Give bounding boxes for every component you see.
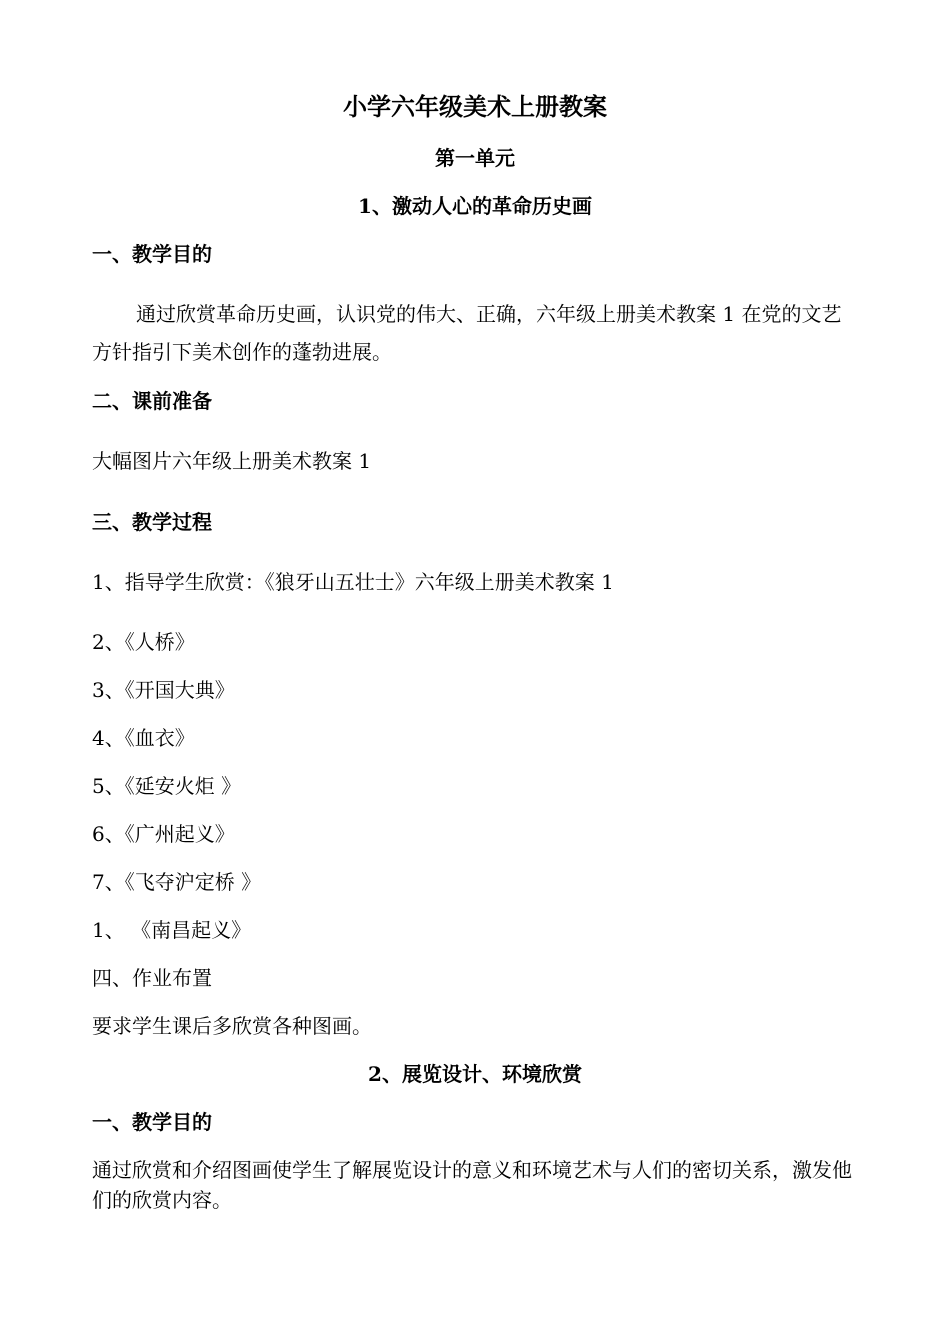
lesson1-section4-title: 四、作业布置 <box>92 966 212 990</box>
document-title: 小学六年级美术上册教案 <box>343 92 607 121</box>
unit-title: 第一单元 <box>435 146 515 170</box>
lesson2-heading: 2、展览设计、环境欣赏 <box>368 1062 582 1086</box>
lesson1-section1-text: 通过欣赏革命历史画，认识党的伟大、正确，六年级上册美术教案 1 在党的文艺方针指引下美术创作的蓬勃进展。 <box>92 302 842 364</box>
lesson2-section1-text: 通过欣赏和介绍图画使学生了解展览设计的意义和环境艺术与人们的密切关系，激发他们的欣赏内容。 <box>92 1158 852 1212</box>
lesson2-section1-title: 一、教学目的 <box>92 1110 212 1134</box>
list-item: 1、 《南昌起义》 <box>92 918 252 942</box>
list-item: 4、《血衣》 <box>92 726 195 750</box>
list-item: 3、《开国大典》 <box>92 678 235 702</box>
list-item: 1、指导学生欣赏：《狼牙山五壮士》六年级上册美术教案 1 <box>92 570 614 594</box>
lesson1-heading: 1、激动人心的革命历史画 <box>358 194 592 218</box>
lesson1-section4-text: 要求学生课后多欣赏各种图画。 <box>92 1014 372 1038</box>
list-item: 5、《延安火炬 》 <box>92 774 242 798</box>
list-item: 7、《飞夺沪定桥 》 <box>92 870 262 894</box>
lesson1-section1-title: 一、教学目的 <box>92 242 212 266</box>
lesson1-section2-title: 二、课前准备 <box>92 389 212 413</box>
list-item: 6、《广州起义》 <box>92 822 235 846</box>
lesson1-section3-title: 三、教学过程 <box>92 510 212 534</box>
list-item: 2、《人桥》 <box>92 630 195 654</box>
lesson1-section2-text: 大幅图片六年级上册美术教案 1 <box>92 449 372 473</box>
